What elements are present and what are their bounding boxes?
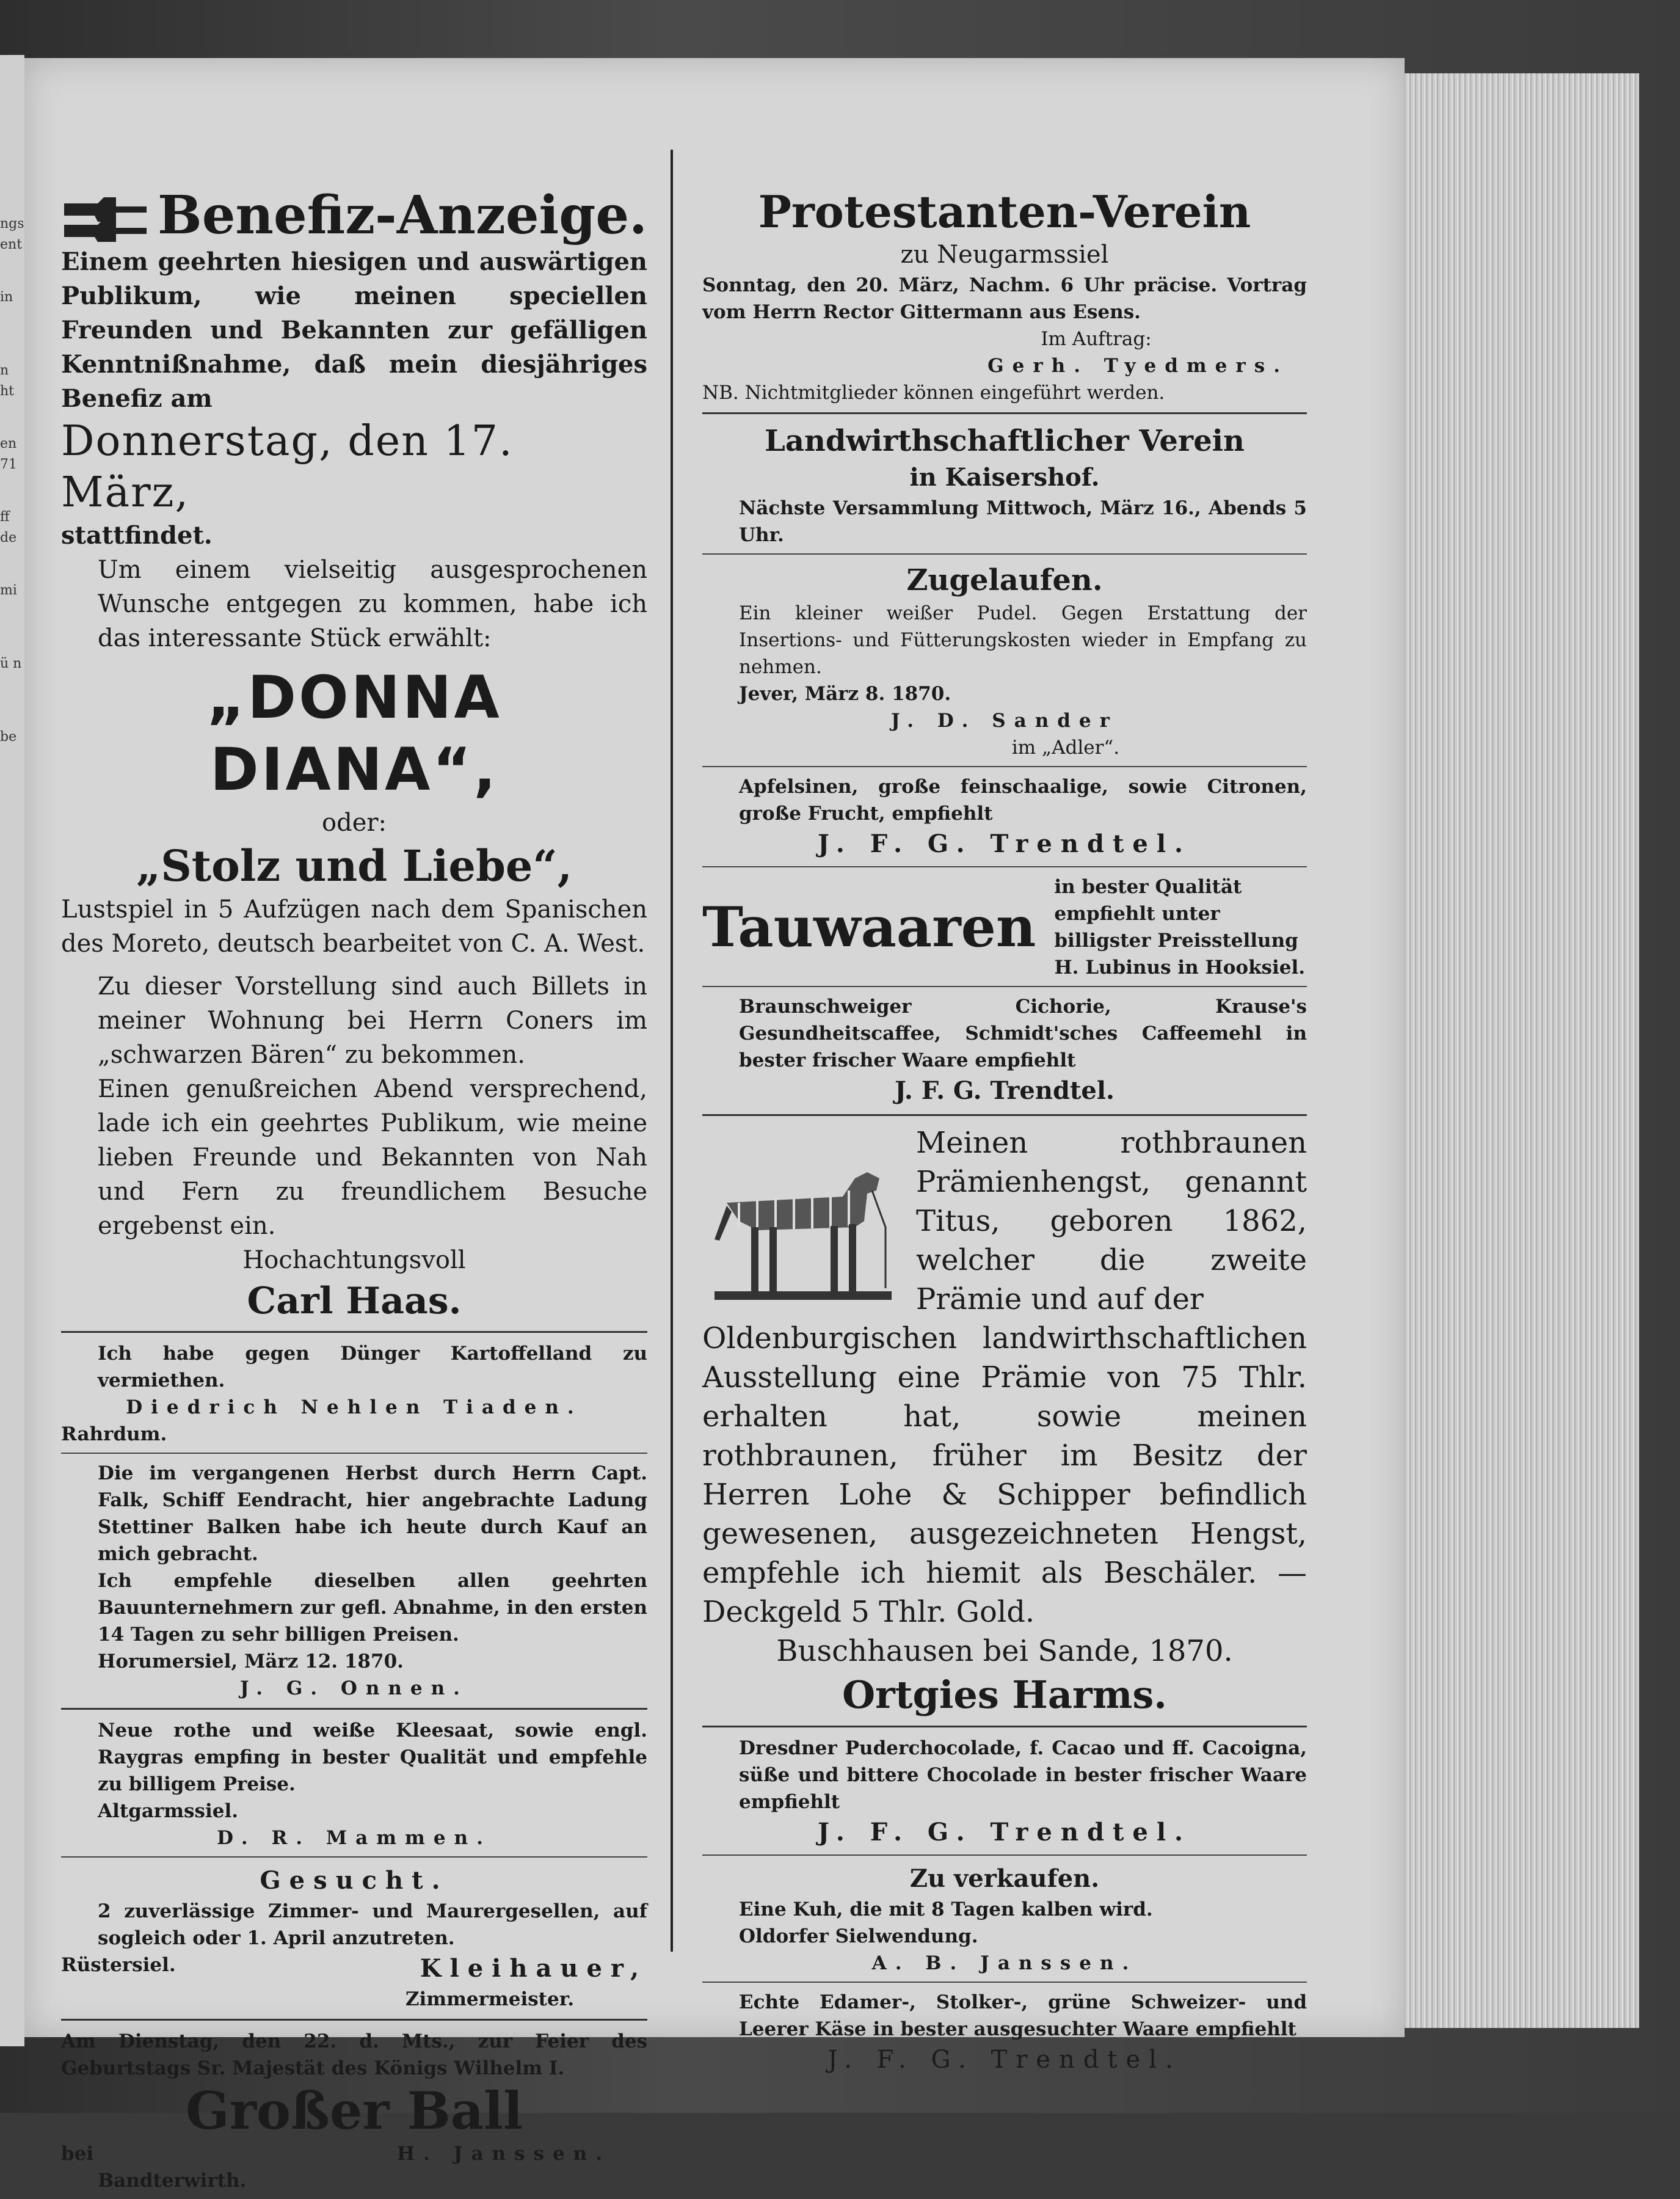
land-ad-name: Diedrich Nehlen Tiaden. [126,1396,583,1418]
ball-bei: bei [61,2143,94,2165]
balken-ad-place-date: Horumersiel, März 12. 1870. [98,1650,404,1672]
gesucht-title: Gesucht. [260,1866,449,1895]
verein-text: Sonntag, den 20. März, Nachm. 6 Uhr präcise. Vortrag vom Herrn Rector Gittermann aus Esens. [702,274,1307,323]
kleesaat-ad-place: Altgarmssiel. [98,1800,239,1822]
benefiz-stattfindet: stattfindet. [61,521,213,550]
tickets-note: Zu dieser Vorstellung sind auch Billets in meiner Wohnung bei Herrn Coners im „schwarzen Bären“ zu bekommen. [98,972,647,1069]
margin-fragment: be [0,729,17,745]
verein-auftrag: Im Auftrag: [1041,328,1152,350]
balken-ad-offer: Ich empfehle dieselben allen geehrten Bauunternehmern zur gefl. Abnahme, in den ersten 14 Tagen zu sehr billigen Preisen. [98,1570,647,1646]
chocolade-ad [702,1735,1307,1850]
divider [702,412,1307,414]
balken-ad-text: Die im vergangenen Herbst durch Herrn Capt. Falk, Schiff Eendracht, hier angebrachte Ladung Stettiner Balken habe ich heute durch Kauf an mich gebracht. [98,1462,647,1565]
column-rule [671,150,673,1952]
balken-ad [61,1460,647,1702]
divider [702,766,1307,767]
landw-title: Landwirthschaftlicher Verein [765,424,1245,458]
land-ad-text: Ich habe gegen Dünger Kartoffelland zu vermiethen. [98,1343,647,1391]
tauwaaren-word: Tauwaaren [702,895,1036,960]
left-column [61,186,647,2199]
divider [61,2019,647,2021]
ball-host: H. Janssen. [396,2143,611,2165]
divider [702,986,1307,987]
margin-fragment: in [0,290,13,305]
hengst-place-date: Buschhausen bei Sande, 1870. [776,1634,1233,1668]
apfelsinen-ad [702,773,1307,861]
play-title: „DONNA DIANA“, [206,663,502,804]
gesucht-role: Zimmermeister. [405,1988,574,2010]
page-block-edges [1398,73,1639,2028]
zugelaufen-name: J. D. Sander [891,710,1118,732]
gesucht-text: 2 zuverlässige Zimmer- und Maurergesellen, auf sogleich oder 1. April anzutreten. [98,1900,647,1949]
divider [61,1856,647,1858]
cichorie-ad [702,993,1307,1108]
protestanten-verein-ad [702,186,1307,406]
balken-ad-name: J. G. Onnen. [240,1677,468,1699]
kuh-name: A. B. Janssen. [871,1952,1138,1974]
tauwaaren-name: H. Lubinus in Hooksiel. [1054,957,1306,979]
divider [61,1331,647,1333]
verein-title: Protestanten-Verein [758,186,1251,238]
land-ad-place: Rahrdum. [61,1423,167,1445]
kaese-name: J. F. G. Trendtel. [827,2046,1182,2074]
zugelaufen-title: Zugelaufen. [906,563,1103,597]
pointing-hand-ornament-icon [61,188,153,243]
benefiz-title: Benefiz-Anzeige. [158,184,647,246]
margin-fragment: ff de [0,509,17,545]
tauwaaren-text: in bester Qualität empfiehlt unter billigster Preisstellung [1054,876,1298,952]
landw-subtitle: in Kaisershof. [909,463,1100,492]
divider [702,866,1307,867]
apfelsinen-name: J. F. G. Trendtel. [818,830,1191,858]
kleesaat-ad-name: D. R. Mammen. [217,1827,492,1849]
divider [702,1982,1307,1983]
kuh-ad [702,1862,1307,1977]
margin-fragment: en 71 [0,436,17,472]
play-subtitle: „Stolz und Liebe“, [136,841,573,891]
divider [61,1453,647,1454]
gesucht-place: Rüstersiel. [61,1954,176,1976]
divider [702,553,1307,555]
hengst-text: Oldenburgischen landwirthschaftlichen Ausstellung eine Prämie von 75 Thlr. erhalten hat, sowie meinen rothbraunen, früher im Besitz der Herren Lohe & Schipper befindlich gewesenen, ausgezeichneten Hengst, empfehle ich hiemit als Beschäler. — Deckgeld 5 Thlr. Gold. [702,1321,1307,1629]
zugelaufen-text: Ein kleiner weißer Pudel. Gegen Erstattung der Insertions- und Fütterungskosten wieder in Empfang zu nehmen. [739,602,1307,678]
play-oder: oder: [322,809,387,837]
previous-page-edge [0,55,24,2046]
margin-fragment: ngs ent [0,216,24,252]
margin-fragment: mi [0,583,17,598]
chocolade-name: J. F. G. Trendtel. [818,1818,1191,1847]
kaese-ad [702,1989,1307,2077]
kuh-place: Oldorfer Sielwendung. [739,1925,978,1947]
right-column [702,186,1307,2082]
zugelaufen-ad [702,561,1307,761]
newspaper-page [24,58,1405,2192]
play-description: Lustspiel in 5 Aufzügen nach dem Spanischen des Moreto, deutsch bearbeitet von C. A. West. [61,895,647,958]
kleesaat-ad-text: Neue rothe und weiße Kleesaat, sowie engl. Raygras empfing in bester Qualität und empfehle zu billigem Preise. [98,1719,647,1795]
margin-fragment: n ht [0,363,15,399]
divider [702,1726,1307,1727]
ball-host-role: Bandterwirth. [98,2170,247,2192]
chocolade-text: Dresdner Puderchocolade, f. Cacao und ff. Cacoigna, süße und bittere Chocolade in bester frischer Waare empfiehlt [739,1737,1307,1813]
benefiz-signature: Carl Haas. [247,1280,462,1322]
landw-text: Nächste Versammlung Mittwoch, März 16., Abends 5 Uhr. [739,497,1307,546]
gesucht-name: Kleihauer, [420,1954,647,1983]
kleesaat-ad [61,1717,647,1851]
ball-title: Großer Ball [185,2080,523,2141]
ball-ad [61,2028,647,2194]
horse-illustration-icon [702,1154,904,1307]
gesucht-ad [61,1864,647,2013]
verein-subtitle: zu Neugarmssiel [900,241,1109,269]
verein-note: NB. Nichtmitglieder können eingeführt werden. [702,382,1165,404]
kuh-text: Eine Kuh, die mit 8 Tagen kalben wird. [739,1898,1153,1920]
apfelsinen-text: Apfelsinen, große feinschaalige, sowie Citronen, große Frucht, empfiehlt [739,776,1307,825]
cichorie-name: J. F. G. Trendtel. [895,1076,1115,1105]
land-ad [61,1340,647,1448]
divider [61,1708,647,1710]
benefiz-ad [61,186,647,1325]
benefiz-date: Donnerstag, den 17. März, [61,417,514,517]
verein-signer: Gerh. Tyedmers. [987,355,1289,377]
kuh-title: Zu verkaufen. [909,1864,1100,1893]
benefiz-intro: Einem geehrten hiesigen und auswärtigen Publikum, wie meinen speciellen Freunden und Bekannten zur gefälligen Kenntnißnahme, daß mein diesjähriges Benefiz am [61,247,647,413]
zugelaufen-where: im „Adler“. [1011,737,1120,759]
previous-page-margin-text [0,214,24,800]
benefiz-closing: Hochachtungsvoll [242,1246,466,1274]
kaese-text: Echte Edamer-, Stolker-, grüne Schweizer- und Leerer Käse in bester ausgesuchter Waare empfiehlt [739,1991,1307,2040]
ball-text: Am Dienstag, den 22. d. Mts., zur Feier des Geburtstags Sr. Majestät des Königs Wilhelm I. [61,2030,647,2079]
divider [702,1854,1307,1856]
zugelaufen-place-date: Jever, März 8. 1870. [739,683,951,705]
hengst-text-top: Meinen rothbraunen Prämienhengst, genannt Titus, geboren 1862, welcher die zweite Prämie und auf der [916,1126,1307,1316]
tauwaaren-ad [702,873,1307,981]
hengst-ad [702,1123,1307,1719]
hengst-owner: Ortgies Harms. [842,1672,1167,1717]
divider [702,1114,1307,1116]
benefiz-wish: Um einem vielseitig ausgesprochenen Wunsche entgegen zu kommen, habe ich das interessante Stück erwählt: [98,556,647,652]
cichorie-text: Braunschweiger Cichorie, Krause's Gesundheitscaffee, Schmidt'sches Caffeemehl in bester frischer Waare empfiehlt [739,996,1307,1071]
landw-verein-ad [702,421,1307,549]
benefiz-closing-text: Einen genußreichen Abend versprechend, lade ich ein geehrtes Publikum, wie meine lieben Freunde und Bekannten von Nah und Fern zu freundlichem Besuche ergebenst ein. [98,1075,647,1240]
margin-fragment: ü n [0,656,22,671]
